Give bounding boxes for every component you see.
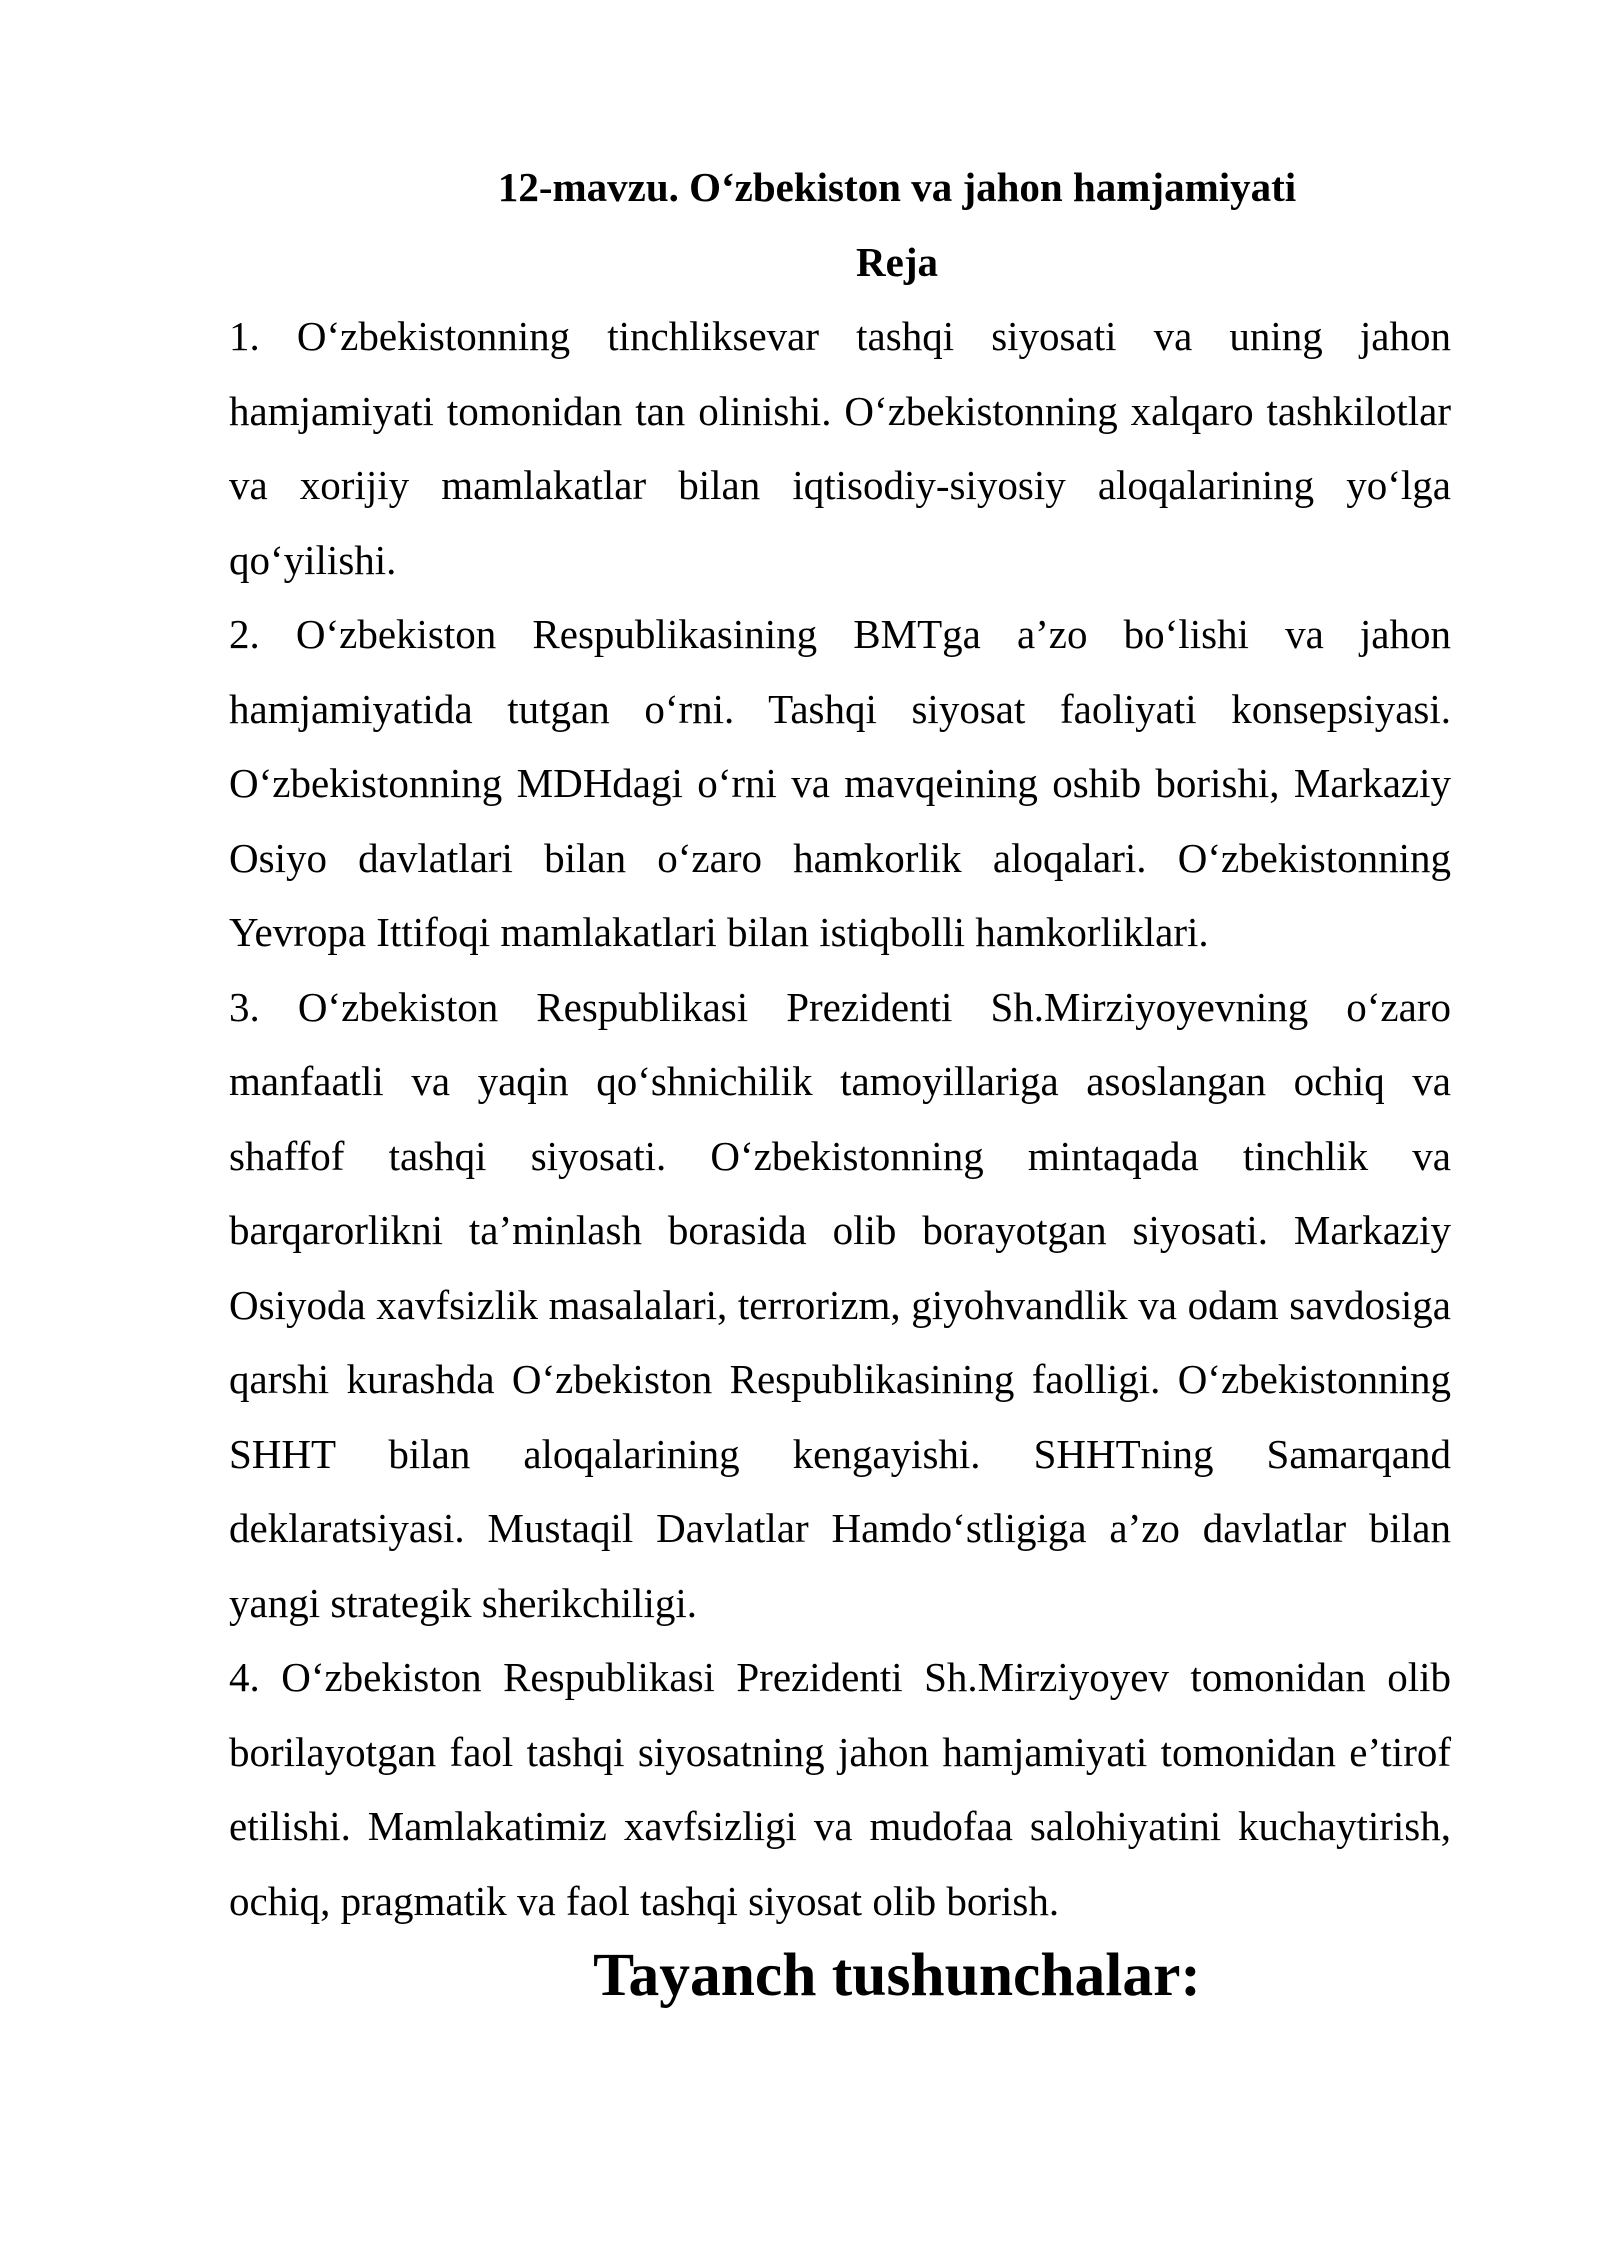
plan-heading: Reja [856,238,938,285]
plan-item-2: 2. O‘zbekiston Respublikasining BMTga a’zo bo‘lishi va jahon hamjamiyatida tutgan o‘rni. Tashqi siyosat faoliyati konsepsiyasi. O‘zbekistonning MDHdagi o‘rni va mavqeining oshib borishi, Markaziy Osiyo davlatlari bilan o‘zaro hamkorlik aloqalari. O‘zbekistonning Yevropa Ittifoqi mamlakatlari bilan istiqbolli hamkorliklari. [229,611,1451,955]
document-page [229,150,1451,2013]
document-title: 12-mavzu. O‘zbekiston va jahon hamjamiyati [497,164,1297,210]
key-concepts-heading: Tayanch tushunchalar: [593,1941,1201,2009]
plan-item-3: 3. O‘zbekiston Respublikasi Prezidenti Sh.Mirziyoyevning o‘zaro manfaatli va yaqin qo‘shnichilik tamoyillariga asoslangan ochiq va shaffof tashqi siyosati. O‘zbekistonning mintaqada tinchlik va barqarorlikni ta’minlash borasida olib borayotgan siyosati. Markaziy Osiyoda xavfsizlik masalalari, terrorizm, giyohvandlik va odam savdosiga qarshi kurashda O‘zbekiston Respublikasining faolligi. O‘zbekistonning SHHT bilan aloqalarining kengayishi. SHHTning Samarqand deklaratsiyasi. Mustaqil Davlatlar Hamdo‘stligiga a’zo davlatlar bilan yangi strategik sherikchiligi. [229,983,1451,1626]
plan-item-1: 1. O‘zbekistonning tinchliksevar tashqi siyosati va uning jahon hamjamiyati tomonidan tan olinishi. O‘zbekistonning xalqaro tashkilotlar va xorijiy mamlakatlar bilan iqtisodiy-siyosiy aloqalarining yo‘lga qo‘yilishi. [229,313,1451,583]
plan-item-4: 4. O‘zbekiston Respublikasi Prezidenti Sh.Mirziyoyev tomonidan olib borilayotgan faol tashqi siyosatning jahon hamjamiyati tomonidan e’tirof etilishi. Mamlakatimiz xavfsizligi va mudofaa salohiyatini kuchaytirish, ochiq, pragmatik va faol tashqi siyosat olib borish. [229,1654,1451,1924]
